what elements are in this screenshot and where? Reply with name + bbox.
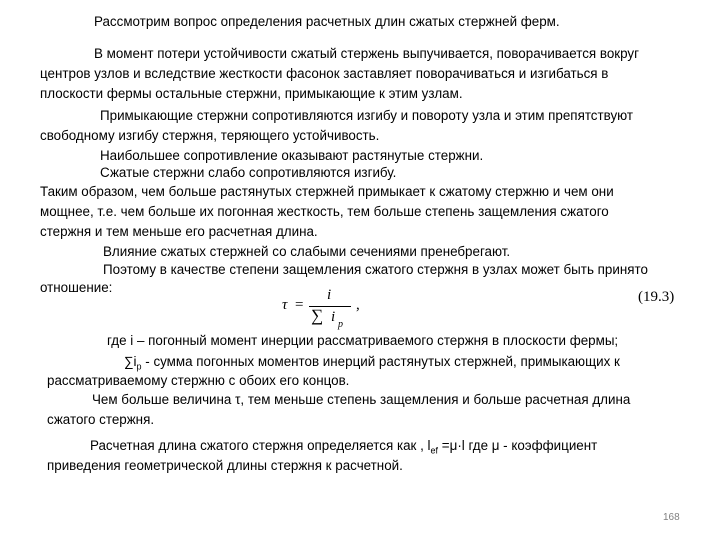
paragraph-compression-weak: Сжатые стержни слабо сопротивляются изгибу.: [100, 165, 397, 180]
formula-tau: τ: [282, 297, 288, 313]
formula-equals: =: [295, 297, 304, 313]
paragraph-buckling-line-3: плоскости фермы остальные стержни, примыкающие к этим узлам.: [40, 86, 463, 101]
formula-denominator: i: [331, 309, 336, 325]
paragraph-tau-line-1: Чем больше величина τ, тем меньше степень защемления и больше расчетная длина: [92, 392, 631, 407]
formula-sum-symbol: ∑: [311, 306, 324, 325]
paragraph-ratio-line-2: отношение:: [40, 280, 113, 295]
paragraph-conclusion-line-3: стержня и тем меньше его расчетная длина.: [40, 224, 318, 239]
paragraph-ratio-line-1: Поэтому в качестве степени защемления сжатого стержня в узлах может быть принято: [103, 262, 648, 277]
paragraph-effective-length-line-1: Расчетная длина сжатого стержня определяется как , $l_{ef} =\mu\cdot l$ где μ - коэффициент: [90, 438, 598, 456]
paragraph-sum-line-1: $\sum i_p$ - сумма погонных моментов инерций растянутых стержней, примыкающих к: [124, 354, 620, 372]
paragraph-sum-line-2: рассматриваемому стержню с обоих его концов.: [47, 373, 350, 388]
paragraph-tension-resistance: Наибольшее сопротивление оказывают растянутые стержни.: [100, 148, 484, 163]
paragraph-neglect: Влияние сжатых стержней со слабыми сечениями пренебрегают.: [103, 244, 511, 259]
paragraph-where-i: где i – погонный момент инерции рассматриваемого стержня в плоскости фермы;: [107, 333, 619, 348]
page-number: 168: [663, 512, 680, 523]
paragraph-intro: Рассмотрим вопрос определения расчетных длин сжатых стержней ферм.: [94, 14, 560, 29]
formula-denominator-subscript: p: [338, 319, 343, 330]
paragraph-adjacent-line-2: свободному изгибу стержня, теряющего устойчивость.: [40, 128, 380, 143]
paragraph-tau-line-2: сжатого стержня.: [47, 412, 155, 427]
paragraph-adjacent-line-1: Примыкающие стержни сопротивляются изгибу и повороту узла и этим препятствуют: [100, 108, 634, 123]
paragraph-effective-length-line-2: приведения геометрической длины стержня к расчетной.: [47, 458, 403, 473]
formula-numerator: i: [327, 287, 332, 303]
formula-19-3: [282, 284, 372, 328]
paragraph-conclusion-line-2: мощнее, т.е. чем больше их погонная жесткость, тем больше степень защемления сжатого: [40, 204, 609, 219]
paragraph-buckling-line-1: В момент потери устойчивости сжатый стержень выпучивается, поворачивается вокруг: [94, 46, 640, 61]
paragraph-conclusion-line-1: Таким образом, чем больше растянутых стержней примыкает к сжатому стержню и чем они: [40, 184, 614, 199]
formula-comma: ,: [356, 297, 360, 313]
equation-number: (19.3): [638, 289, 675, 305]
paragraph-buckling-line-2: центров узлов и вследствие жесткости фасонок заставляет поворачиваться и изгибаться в: [40, 66, 609, 81]
